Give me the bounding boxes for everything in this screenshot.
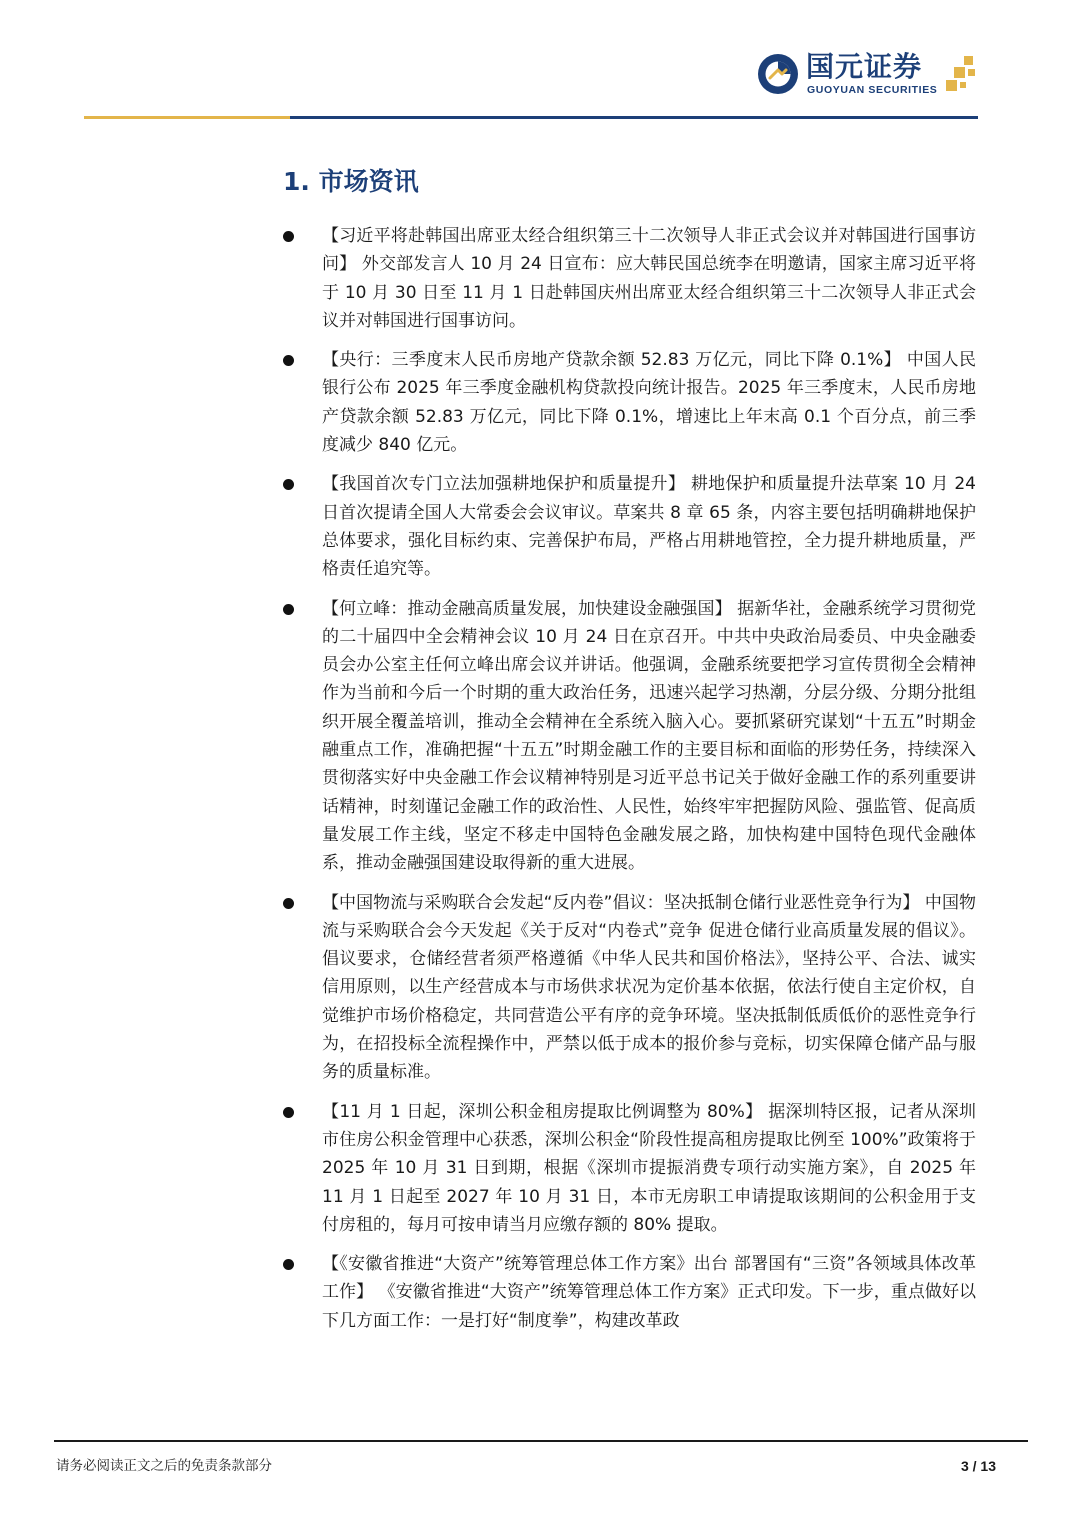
news-body: 中国人民银行公布 2025 年三季度金融机构贷款投向统计报告。2025 年三季度末，人民币房地产贷款余额 52.83 万亿元，同比下降 0.1%，增速比上年末高 0.1 个百分点，前三季度减少 840 亿元。 <box>322 350 977 456</box>
bullet-icon <box>283 231 294 242</box>
news-text <box>322 595 976 878</box>
news-headline: 【中国物流与采购联合会发起“反内卷”倡议：坚决抵制仓储行业恶性竞争行为】 <box>322 892 920 913</box>
header-divider-main <box>290 116 978 119</box>
news-text <box>322 222 976 335</box>
section-title: 1. 市场资讯 <box>283 167 419 196</box>
news-body: 中国物流与采购联合会今天发起《关于反对“内卷式”竞争 促进仓储行业高质量发展的倡议》。倡议要求，仓储经营者须严格遵循《中华人民共和国价格法》，坚持公平、合法、诚实信用原则，以生产经营成本与市场供求状况为定价基本依据，依法行使自主定价权，自觉维护市场价格稳定，共同营造公平有序的竞争环境。坚决抵制低质低价的恶性竞争行为，在招投标全流程操作中，严禁以低于成本的报价参与竞标，切实保障仓储产品与服务的质量标准。 <box>322 892 977 1083</box>
news-text <box>322 889 976 1087</box>
footer-divider <box>54 1440 1028 1442</box>
header-divider-accent <box>84 116 290 119</box>
header-divider <box>84 116 978 119</box>
bullet-icon <box>283 898 294 909</box>
bullet-icon <box>283 355 294 366</box>
news-list <box>280 222 976 1346</box>
news-headline: 【习近平将赴韩国出席亚太经合组织第三十二次领导人非正式会议并对韩国进行国事访问】 <box>322 226 976 275</box>
news-item <box>280 1250 976 1335</box>
news-body: 外交部发言人 10 月 24 日宣布：应大韩民国总统李在明邀请，国家主席习近平将于 10 月 30 日至 11 月 1 日赴韩国庆州出席亚太经合组织第三十二次领导人非正式会议并对韩国进行国事访问。 <box>322 254 977 331</box>
news-text <box>322 1098 976 1239</box>
news-headline: 【何立峰：推动金融高质量发展，加快建设金融强国】 <box>322 598 732 619</box>
news-item <box>280 889 976 1087</box>
company-logo <box>756 50 978 102</box>
news-text <box>322 346 976 459</box>
news-text <box>322 1250 976 1335</box>
page-number: 3 / 13 <box>960 1458 996 1474</box>
logo-english-name: GUOYUAN SECURITIES <box>807 84 938 96</box>
news-body: 《安徽省推进“大资产”统筹管理总体工作方案》正式印发。下一步，重点做好以下几方面工作：一是打好“制度拳”，构建改革政 <box>322 1282 977 1331</box>
news-body: 据深圳特区报，记者从深圳市住房公积金管理中心获悉，深圳公积金“阶段性提高租房提取比例至 100%”政策将于 2025 年 10 月 31 日到期，根据《深圳市提振消费专项行动实施方案》，自 2025 年 11 月 1 日起至 2027 年 10 月 31 日，本市无房职工申请提取该期间的公积金用于支付房租的，每月可按申请当月应缴存额的 80% 提取。 <box>322 1101 976 1235</box>
news-headline: 【《安徽省推进“大资产”统筹管理总体工作方案》出台 部署国有“三资”各领域具体改革工作】 <box>322 1254 976 1303</box>
footer-disclaimer: 请务必阅读正文之后的免责条款部分 <box>56 1458 272 1474</box>
news-headline: 【央行：三季度末人民币房地产贷款余额 52.83 万亿元，同比下降 0.1%】 <box>322 350 902 371</box>
bullet-icon <box>283 604 294 615</box>
news-body: 耕地保护和质量提升法草案 10 月 24 日首次提请全国人大常委会会议审议。草案共 8 章 65 条，内容主要包括明确耕地保护总体要求，强化目标约束、完善保护布局，严格占用耕地管控，全力提升耕地质量，严格责任追究等。 <box>322 474 976 580</box>
news-body: 据新华社，金融系统学习贯彻党的二十届四中全会精神会议 10 月 24 日在京召开。中共中央政治局委员、中央金融委员会办公室主任何立峰出席会议并讲话。他强调，金融系统要把学习宣传贯彻全会精神作为当前和今后一个时期的重大政治任务，迅速兴起学习热潮，分层分级、分期分批组织开展全覆盖培训，推动全会精神在全系统入脑入心。要抓紧研究谋划“十五五”时期金融重点工作，准确把握“十五五”时期金融工作的主要目标和面临的形势任务，持续深入贯彻落实好中央金融工作会议精神特别是习近平总书记关于做好金融工作的系列重要讲话精神，时刻谨记金融工作的政治性、人民性，始终牢牢把握防风险、强监管、促高质量发展工作主线，坚定不移走中国特色金融发展之路，加快构建中国特色现代金融体系，推动金融强国建设取得新的重大进展。 <box>322 598 977 874</box>
news-headline: 【11 月 1 日起，深圳公积金租房提取比例调整为 80%】 <box>322 1101 763 1122</box>
news-headline: 【我国首次专门立法加强耕地保护和质量提升】 <box>322 474 686 495</box>
news-item <box>280 346 976 459</box>
news-text <box>322 470 976 583</box>
news-item <box>280 470 976 583</box>
bullet-icon <box>283 1259 294 1270</box>
bullet-icon <box>283 479 294 490</box>
news-item <box>280 222 976 335</box>
news-item <box>280 595 976 878</box>
logo-squares-icon <box>946 56 978 92</box>
bullet-icon <box>283 1107 294 1118</box>
logo-chinese-name: 国元证券 <box>806 50 923 83</box>
news-item <box>280 1098 976 1239</box>
logo-emblem-icon <box>756 52 800 96</box>
